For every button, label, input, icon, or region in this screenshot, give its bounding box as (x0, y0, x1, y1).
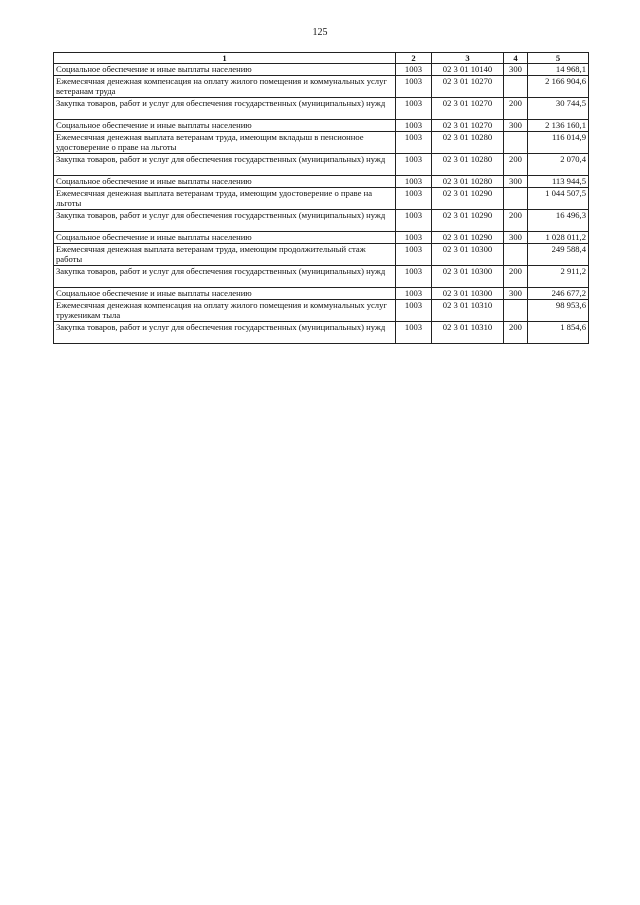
row-section: 1003 (396, 266, 432, 288)
row-name: Социальное обеспечение и иные выплаты населению (54, 176, 396, 188)
row-name: Закупка товаров, работ и услуг для обеспечения государственных (муниципальных) нужд (54, 210, 396, 232)
row-name: Социальное обеспечение и иные выплаты населению (54, 64, 396, 76)
row-code: 02 3 01 10300 (432, 266, 504, 288)
row-expense-type: 200 (504, 266, 528, 288)
row-amount: 98 953,6 (528, 300, 589, 322)
page-number: 125 (312, 27, 328, 38)
row-section: 1003 (396, 300, 432, 322)
row-code: 02 3 01 10280 (432, 132, 504, 154)
column-header-expense-type: 4 (504, 53, 528, 64)
row-expense-type: 300 (504, 176, 528, 188)
row-amount: 1 044 507,5 (528, 188, 589, 210)
table-row (54, 188, 589, 210)
row-name: Закупка товаров, работ и услуг для обеспечения государственных (муниципальных) нужд (54, 98, 396, 120)
table-header-row (54, 53, 589, 64)
table-row (54, 132, 589, 154)
row-amount: 2 136 160,1 (528, 120, 589, 132)
row-expense-type (504, 300, 528, 322)
table-row (54, 210, 589, 232)
row-section: 1003 (396, 232, 432, 244)
row-section: 1003 (396, 210, 432, 232)
row-name: Ежемесячная денежная выплата ветеранам труда, имеющим продолжительный стаж работы (54, 244, 396, 266)
row-code: 02 3 01 10270 (432, 120, 504, 132)
row-expense-type: 300 (504, 64, 528, 76)
row-expense-type (504, 188, 528, 210)
row-code: 02 3 01 10290 (432, 210, 504, 232)
row-name: Социальное обеспечение и иные выплаты населению (54, 288, 396, 300)
column-header-name: 1 (54, 53, 396, 64)
row-section: 1003 (396, 188, 432, 210)
row-expense-type (504, 132, 528, 154)
row-code: 02 3 01 10270 (432, 98, 504, 120)
row-code: 02 3 01 10140 (432, 64, 504, 76)
row-amount: 1 854,6 (528, 322, 589, 344)
budget-table (53, 52, 589, 344)
table-row (54, 120, 589, 132)
row-name: Ежемесячная денежная компенсация на оплату жилого помещения и коммунальных услуг ветеранам труда (54, 76, 396, 98)
column-header-section: 2 (396, 53, 432, 64)
row-expense-type (504, 76, 528, 98)
row-section: 1003 (396, 64, 432, 76)
table-row (54, 266, 589, 288)
table-row (54, 244, 589, 266)
row-name: Закупка товаров, работ и услуг для обеспечения государственных (муниципальных) нужд (54, 154, 396, 176)
row-code: 02 3 01 10290 (432, 232, 504, 244)
row-name: Закупка товаров, работ и услуг для обеспечения государственных (муниципальных) нужд (54, 322, 396, 344)
table-row (54, 176, 589, 188)
row-amount: 16 496,3 (528, 210, 589, 232)
table-body (54, 64, 589, 344)
row-amount: 246 677,2 (528, 288, 589, 300)
row-section: 1003 (396, 176, 432, 188)
table-row (54, 64, 589, 76)
row-amount: 2 070,4 (528, 154, 589, 176)
row-expense-type: 200 (504, 154, 528, 176)
row-name: Ежемесячная денежная выплата ветеранам труда, имеющим удостоверение о праве на льготы (54, 188, 396, 210)
row-amount: 249 588,4 (528, 244, 589, 266)
row-amount: 14 968,1 (528, 64, 589, 76)
row-code: 02 3 01 10300 (432, 288, 504, 300)
table-row (54, 322, 589, 344)
row-amount: 2 166 904,6 (528, 76, 589, 98)
row-code: 02 3 01 10290 (432, 188, 504, 210)
row-name: Закупка товаров, работ и услуг для обеспечения государственных (муниципальных) нужд (54, 266, 396, 288)
row-expense-type: 200 (504, 98, 528, 120)
row-name: Ежемесячная денежная выплата ветеранам труда, имеющим вкладыш в пенсионное удостоверение о праве на льготы (54, 132, 396, 154)
row-expense-type: 200 (504, 210, 528, 232)
row-section: 1003 (396, 322, 432, 344)
row-code: 02 3 01 10280 (432, 176, 504, 188)
row-code: 02 3 01 10310 (432, 300, 504, 322)
row-name: Ежемесячная денежная компенсация на оплату жилого помещения и коммунальных услуг труженикам тыла (54, 300, 396, 322)
row-code: 02 3 01 10280 (432, 154, 504, 176)
row-amount: 113 944,5 (528, 176, 589, 188)
row-code: 02 3 01 10310 (432, 322, 504, 344)
row-section: 1003 (396, 154, 432, 176)
table-row (54, 300, 589, 322)
row-expense-type: 300 (504, 120, 528, 132)
table-row (54, 98, 589, 120)
table-row (54, 288, 589, 300)
row-section: 1003 (396, 98, 432, 120)
column-header-code: 3 (432, 53, 504, 64)
row-amount: 30 744,5 (528, 98, 589, 120)
row-name: Социальное обеспечение и иные выплаты населению (54, 120, 396, 132)
row-section: 1003 (396, 120, 432, 132)
table-row (54, 232, 589, 244)
row-expense-type: 300 (504, 288, 528, 300)
row-section: 1003 (396, 76, 432, 98)
row-section: 1003 (396, 288, 432, 300)
row-amount: 116 014,9 (528, 132, 589, 154)
column-header-amount: 5 (528, 53, 589, 64)
row-amount: 1 028 011,2 (528, 232, 589, 244)
row-expense-type: 200 (504, 322, 528, 344)
row-code: 02 3 01 10270 (432, 76, 504, 98)
row-name: Социальное обеспечение и иные выплаты населению (54, 232, 396, 244)
table-row (54, 76, 589, 98)
row-section: 1003 (396, 132, 432, 154)
row-section: 1003 (396, 244, 432, 266)
row-code: 02 3 01 10300 (432, 244, 504, 266)
row-expense-type (504, 244, 528, 266)
table-row (54, 154, 589, 176)
row-amount: 2 911,2 (528, 266, 589, 288)
row-expense-type: 300 (504, 232, 528, 244)
